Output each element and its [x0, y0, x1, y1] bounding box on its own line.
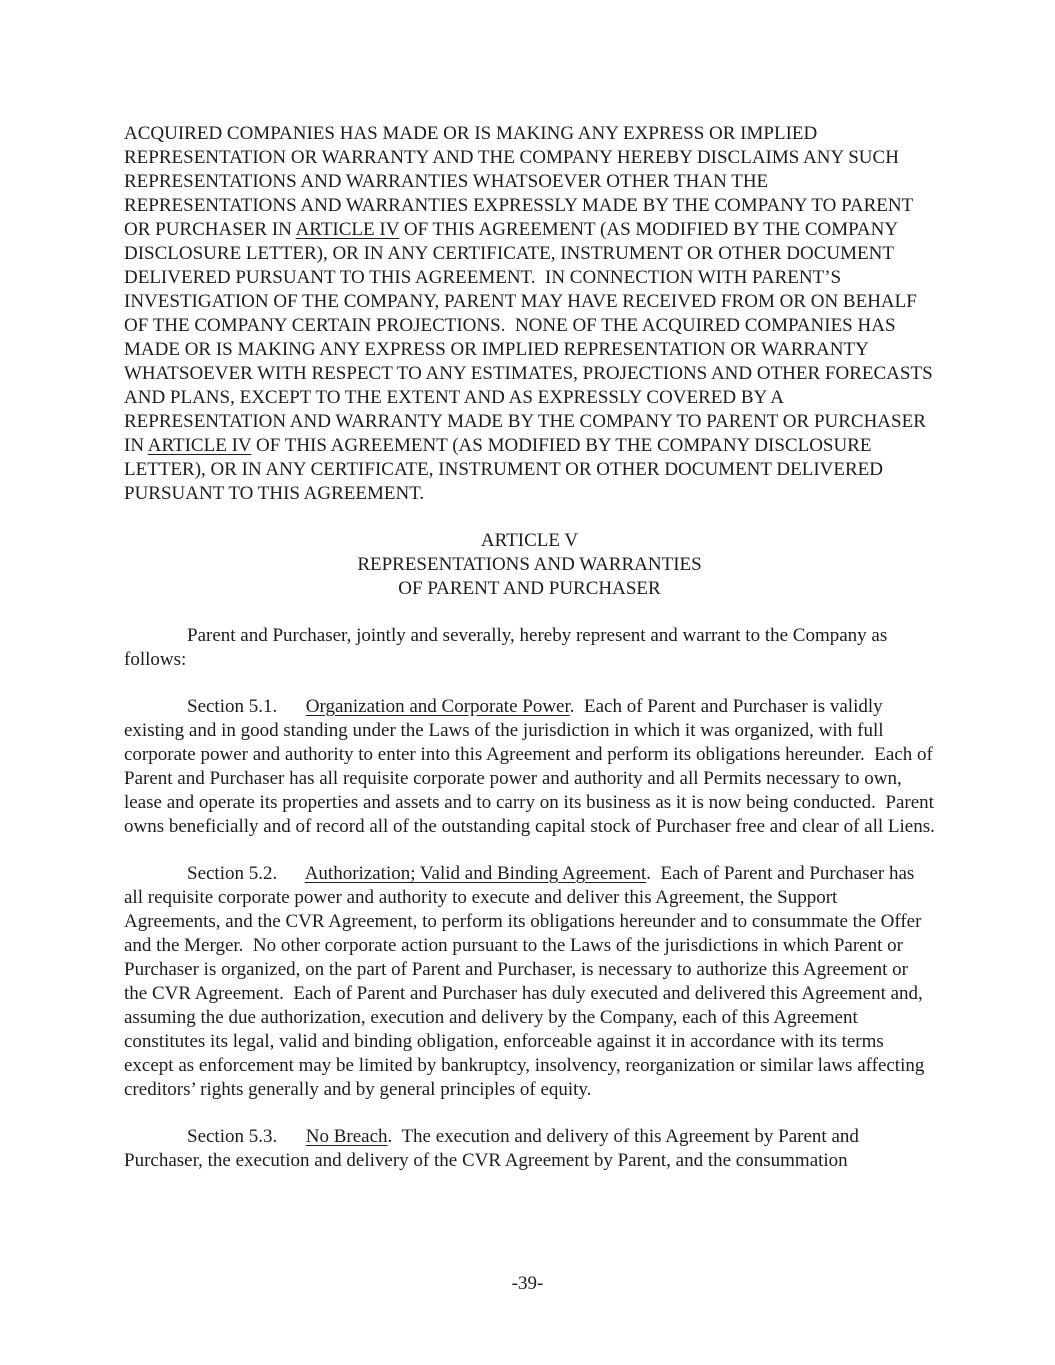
section-number: Section 5.3. [187, 1126, 306, 1147]
section-5-2-paragraph [124, 862, 935, 1102]
section-number: Section 5.1. [187, 696, 306, 717]
section-body: . The execution and delivery of this Agreement by Parent and Purchaser, the execution and delivery of the CVR Agreement by Parent, and the consummation [124, 1126, 864, 1171]
section-body: . Each of Parent and Purchaser has all requisite corporate power and authority to execute and deliver this Agreement, the Support Agreements, and the CVR Agreement, to perform its obligations hereunder and to consummate the Offer and the Merger. No other corporate action pursuant to the Laws of the jurisdictions in which Parent or Purchaser is organized, on the part of Parent and Purchaser, is necessary to authorize this Agreement or the CVR Agreement. Each of Parent and Purchaser has duly executed and delivered this Agreement and, assuming the due authorization, execution and delivery by the Company, each of this Agreement constitutes its legal, valid and binding obligation, enforceable against it in accordance with its terms except as enforcement may be limited by bankruptcy, insolvency, reorganization or similar laws affecting creditors’ rights generally and by general principles of equity. [124, 863, 930, 1100]
article-iv-reference: ARTICLE IV [295, 219, 400, 240]
article-title-line-2: OF PARENT AND PURCHASER [398, 578, 661, 599]
disclaimer-text: OF THIS AGREEMENT (AS MODIFIED BY THE COMPANY DISCLOSURE LETTER), OR IN ANY CERTIFICATE, INSTRUMENT OR OTHER DOCUMENT DELIVERED PURSUANT TO THIS AGREEMENT. IN CONNECTION WITH PARENT’S INVESTIGATION OF THE COMPANY, PARENT MAY HAVE RECEIVED FROM OR ON BEHALF OF THE COMPANY CERTAIN PROJECTIONS. NONE OF THE ACQUIRED COMPANIES HAS MADE OR IS MAKING ANY EXPRESS OR IMPLIED REPRESENTATION OR WARRANTY WHATSOEVER WITH RESPECT TO ANY ESTIMATES, PROJECTIONS AND OTHER FORECASTS AND PLANS, EXCEPT TO THE EXTENT AND AS EXPRESSLY COVERED BY A REPRESENTATION AND WARRANTY MADE BY THE COMPANY TO PARENT OR PURCHASER IN [124, 219, 937, 456]
disclaimer-paragraph [124, 122, 935, 506]
section-title: Authorization; Valid and Binding Agreement [304, 863, 647, 884]
article-iv-reference: ARTICLE IV [147, 435, 252, 456]
section-title: No Breach [305, 1126, 388, 1147]
section-number: Section 5.2. [187, 863, 305, 884]
intro-paragraph: Parent and Purchaser, jointly and severally, hereby represent and warrant to the Company as follows: [124, 625, 892, 670]
page-number: -39- [511, 1273, 544, 1294]
disclaimer-text: OF THIS AGREEMENT (AS MODIFIED BY THE COMPANY DISCLOSURE LETTER), OR IN ANY CERTIFICATE, INSTRUMENT OR OTHER DOCUMENT DELIVERED PURSUANT TO THIS AGREEMENT. [124, 435, 888, 504]
article-title-line-1: REPRESENTATIONS AND WARRANTIES [357, 554, 702, 575]
section-5-1-paragraph [124, 695, 939, 839]
section-body: . Each of Parent and Purchaser is validly existing and in good standing under the Laws of the jurisdiction in which it was organized, with full corporate power and authority to enter into this Agreement and perform its obligations hereunder. Each of Parent and Purchaser has all requisite corporate power and authority and all Permits necessary to own, lease and operate its properties and assets and to carry on its business as it is now being conducted. Parent owns beneficially and of record all of the outstanding capital stock of Purchaser free and clear of all Liens. [124, 696, 939, 837]
article-number: ARTICLE V [480, 530, 579, 551]
section-5-3-paragraph [124, 1125, 935, 1173]
article-heading [124, 529, 935, 601]
section-title: Organization and Corporate Power [305, 696, 570, 717]
disclaimer-text: ACQUIRED COMPANIES HAS MADE OR IS MAKING ANY EXPRESS OR IMPLIED REPRESENTATION OR WARRANTY AND THE COMPANY HEREBY DISCLAIMS ANY SUCH REPRESENTATIONS AND WARRANTIES WHATSOEVER OTHER THAN THE REPRESENTATIONS AND WARRANTIES EXPRESSLY MADE BY THE COMPANY TO PARENT OR PURCHASER IN [124, 123, 918, 240]
